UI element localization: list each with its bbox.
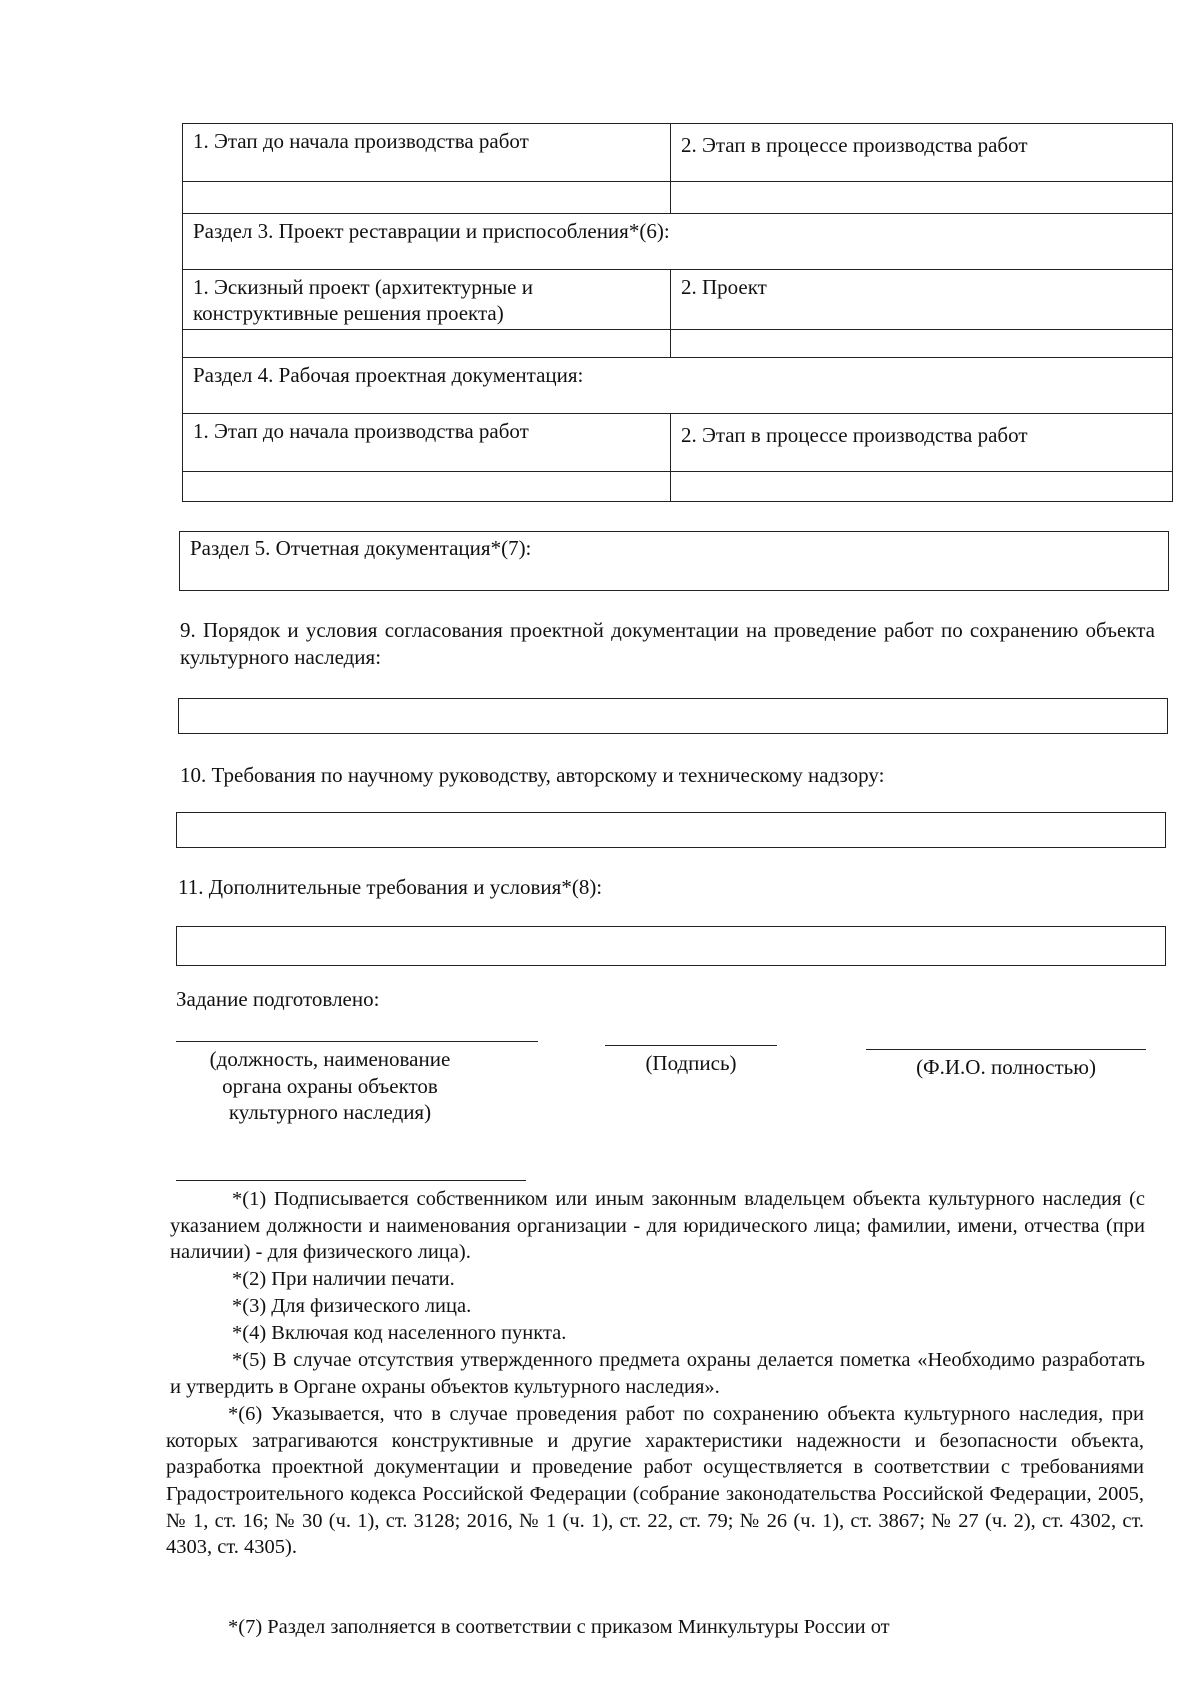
footnote-5: *(5) В случае отсутствия утвержденного предмета охраны делается пометка «Необходимо разработать и утвердить в Органе охраны объектов культурного наследия». [170, 1349, 1145, 1398]
position-caption: (должность, наименование органа охраны объектов культурного наследия) [209, 1047, 451, 1125]
stage1-value-cell[interactable] [183, 182, 671, 214]
sketch-project-cell: 1. Эскизный проект (архитектурные и конструктивные решения проекта) [183, 270, 671, 330]
project-cell: 2. Проект [671, 270, 1173, 330]
stage1b-value-cell[interactable] [183, 471, 671, 501]
project-value-cell[interactable] [671, 329, 1173, 357]
section4-cell: Раздел 4. Рабочая проектная документация: [183, 357, 1173, 413]
section5-label: Раздел 5. Отчетная документация*(7): [190, 536, 532, 560]
position-line[interactable] [176, 1041, 538, 1042]
footnote-separator [176, 1180, 526, 1181]
stage2b-cell: 2. Этап в процессе производства работ [671, 413, 1173, 471]
item9-text: 9. Порядок и условия согласования проектной документации на проведение работ по сохранению объекта культурного наследия: [180, 618, 1155, 670]
footnote-2: *(2) При наличии печати. [232, 1268, 455, 1290]
name-caption: (Ф.И.О. полностью) [916, 1055, 1096, 1079]
signature-caption: (Подпись) [645, 1051, 737, 1075]
item11-field[interactable] [176, 926, 1166, 966]
signature-line[interactable] [605, 1045, 777, 1046]
stage2-value-cell[interactable] [671, 182, 1173, 214]
item10-text: 10. Требования по научному руководству, авторскому и техническому надзору: [180, 763, 885, 787]
stage1-cell: 1. Этап до начала производства работ [183, 124, 671, 182]
section5-box [179, 531, 1169, 591]
sketch-value-cell[interactable] [183, 329, 671, 357]
footnote-7: *(7) Раздел заполняется в соответствии с приказом Минкультуры России от [228, 1616, 890, 1638]
item11-text: 11. Дополнительные требования и условия*(8): [178, 875, 603, 899]
footnote-1: *(1) Подписывается собственником или иным законным владельцем объекта культурного наследия (с указанием должности и наименования организации - для юридического лица; фамилии, имени, отчества (при наличии) - для физического лица). [170, 1188, 1145, 1264]
stage1b-cell: 1. Этап до начала производства работ [183, 413, 671, 471]
prepared-label: Задание подготовлено: [176, 987, 380, 1011]
item10-field[interactable] [176, 812, 1166, 848]
footnote-4: *(4) Включая код населенного пункта. [232, 1322, 567, 1344]
section3-cell: Раздел 3. Проект реставрации и приспособления*(6): [183, 214, 1173, 270]
footnote-6: *(6) Указывается, что в случае проведения работ по сохранению объекта культурного наследия, при которых затрагиваются конструктивные и другие характеристики надежности и безопасности объекта, разработка проектной документации и проведение работ осуществляется в соответствии с требованиями Градостроительного кодекса Российской Федерации (собрание законодательства Российской Федерации, 2005, № 1, ст. 16; № 30 (ч. 1), ст. 3128; 2016, № 1 (ч. 1), ст. 22, ст. 79; № 26 (ч. 1), ст. 3867; № 27 (ч. 2), ст. 4302, ст. 4303, ст. 4305). [166, 1403, 1144, 1559]
name-line[interactable] [866, 1049, 1146, 1050]
footnote-3: *(3) Для физического лица. [232, 1295, 472, 1317]
stage2b-value-cell[interactable] [671, 471, 1173, 501]
stage2-cell: 2. Этап в процессе производства работ [671, 124, 1173, 182]
item9-field[interactable] [178, 698, 1168, 734]
stages-table [182, 123, 1173, 502]
